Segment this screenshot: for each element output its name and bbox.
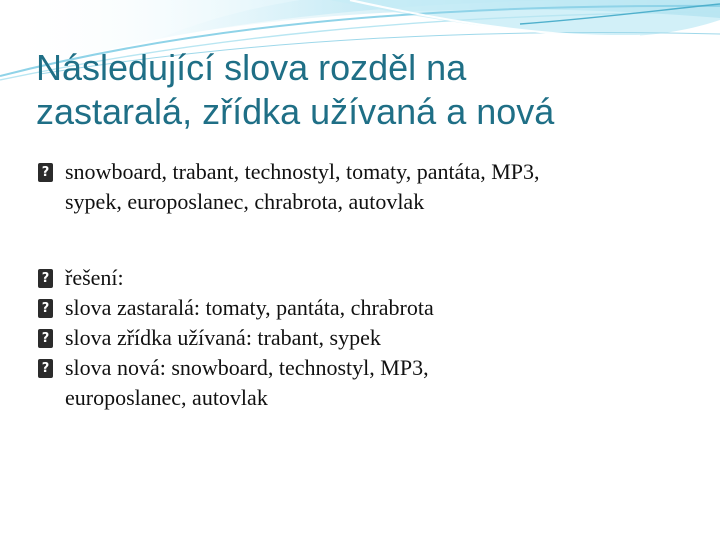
group-new-line-2: europoslanec, autovlak (65, 385, 268, 410)
group-rare-line: slova zřídka užívaná: trabant, sypek (65, 325, 381, 350)
solution-label: řešení: (65, 265, 124, 290)
spacer (38, 217, 698, 263)
title-line-1: Následující slova rozděl na (36, 47, 467, 88)
missing-glyph-icon (38, 269, 53, 288)
title-line-2: zastaralá, zřídka užívaná a nová (36, 91, 555, 132)
prompt-line-1: snowboard, trabant, technostyl, tomaty, pantáta, MP3, (65, 159, 540, 184)
missing-glyph-icon (38, 329, 53, 348)
group-rare-item (38, 323, 698, 353)
missing-glyph-icon (38, 163, 53, 182)
group-new-line-1: slova nová: snowboard, technostyl, MP3, (65, 355, 429, 380)
group-new-item (38, 353, 698, 413)
missing-glyph-icon (38, 359, 53, 378)
slide-body (38, 157, 698, 413)
group-obsolete-line: slova zastaralá: tomaty, pantáta, chrabrota (65, 295, 434, 320)
group-obsolete-item (38, 293, 698, 323)
prompt-item (38, 157, 698, 217)
prompt-line-2: sypek, europoslanec, chrabrota, autovlak (65, 189, 425, 214)
solution-label-item (38, 263, 698, 293)
slide-title (36, 46, 696, 134)
missing-glyph-icon (38, 299, 53, 318)
